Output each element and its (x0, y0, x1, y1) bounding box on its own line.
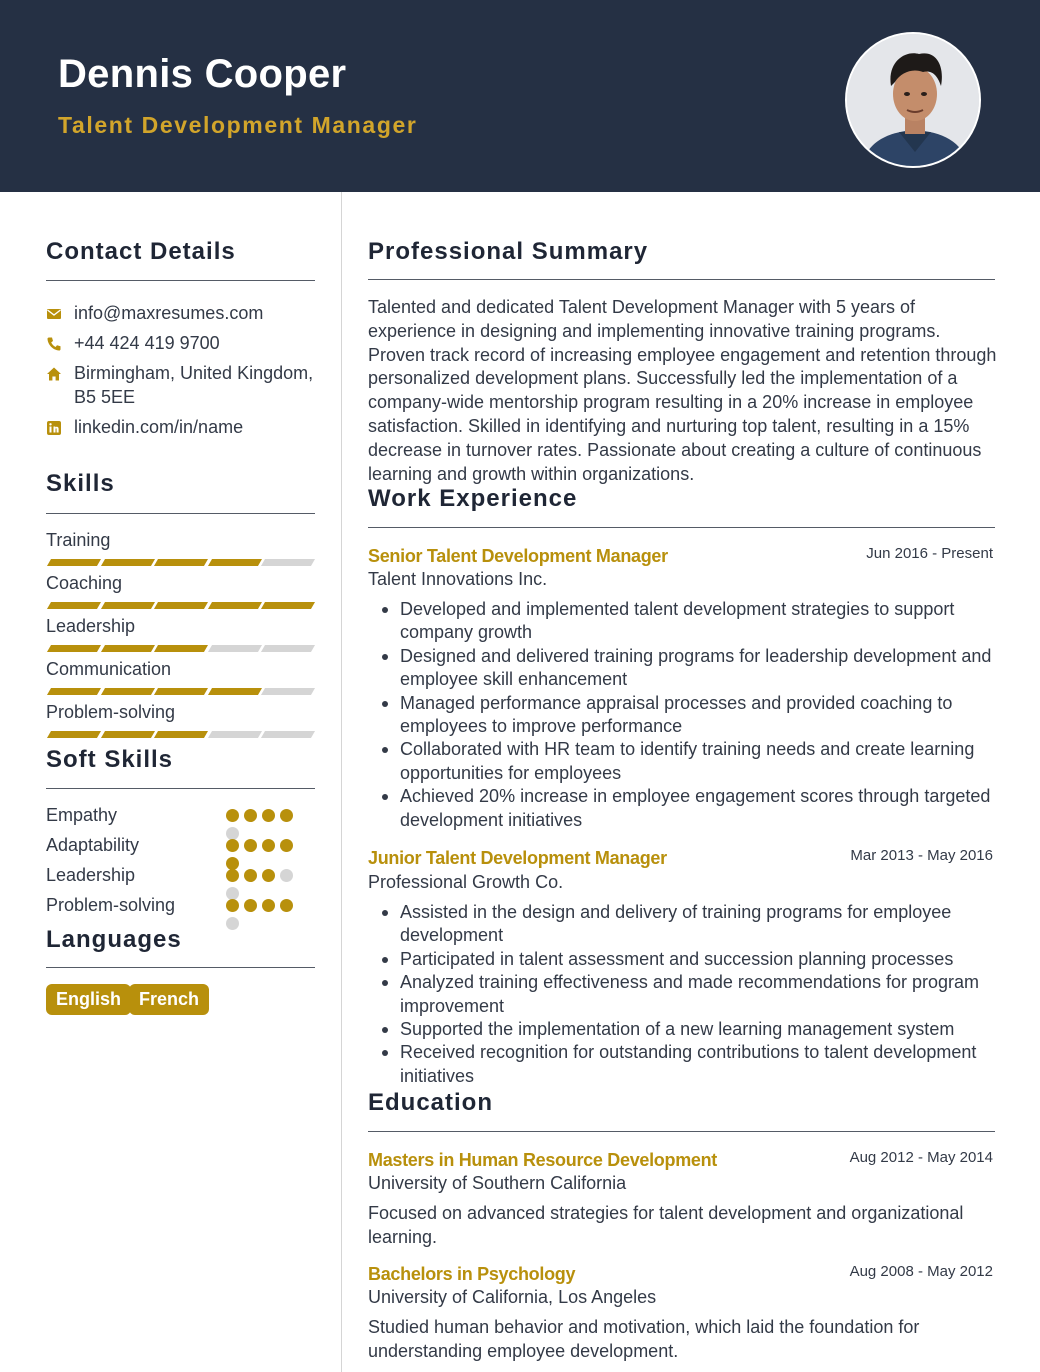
soft-skill-dot (226, 869, 239, 882)
skill-name: Leadership (46, 616, 136, 636)
soft-skills-rule (46, 788, 315, 789)
skill-name: Communication (46, 659, 172, 679)
language-badge: English (46, 984, 131, 1015)
skill-level-segment (100, 688, 154, 695)
soft-skill-dot (244, 809, 257, 822)
skill-level-segment (261, 731, 315, 738)
job-bullet: Managed performance appraisal processes and provided coaching to employees to improve performance (368, 692, 998, 739)
address-line-2: B5 5EE (74, 387, 136, 407)
school-name: University of California, Los Angeles (368, 1287, 657, 1307)
education-rule (368, 1131, 995, 1132)
degree-title: Masters in Human Resource Development (368, 1150, 718, 1170)
job-bullets (368, 901, 998, 1088)
soft-skill-dot (262, 869, 275, 882)
skill-level-segment (154, 645, 208, 652)
education-dates: Aug 2008 - May 2012 (849, 1263, 993, 1280)
phone-text: +44 424 419 9700 (74, 333, 220, 353)
soft-skill-dot (244, 899, 257, 912)
language-badge: French (129, 984, 209, 1015)
soft-skill-dot (226, 839, 239, 852)
education-description: Studied human behavior and motivation, which laid the foundation for understanding employee development. (368, 1317, 920, 1361)
job-bullet: Achieved 20% increase in employee engagement scores through targeted development initiatives (368, 785, 998, 832)
column-divider (341, 192, 342, 1372)
resume-header (0, 0, 1040, 192)
skill-level-segment (154, 731, 208, 738)
job-bullet: Analyzed training effectiveness and made recommendations for program improvement (368, 971, 998, 1018)
experience-rule (368, 527, 995, 528)
contact-heading: Contact Details (46, 238, 236, 265)
skill-level-bar (46, 559, 314, 566)
skill-level-segment (261, 688, 315, 695)
skill-name: Training (46, 530, 111, 550)
envelope-icon (46, 306, 62, 322)
soft-skill-name: Problem-solving (46, 895, 176, 915)
skill-level-segment (100, 645, 154, 652)
skill-level-segment (100, 559, 154, 566)
soft-skill-dot (262, 899, 275, 912)
soft-skill-dot (226, 917, 239, 930)
skill-level-segment (207, 731, 261, 738)
job-dates: Jun 2016 - Present (866, 545, 993, 562)
summary-text: Talented and dedicated Talent Development Manager with 5 years of experience in designing and implementing innovative training programs. Proven track record of increasing employee engagement and retention through personalized development plans. Successfully led the implementation of a company-wide mentorship program resulting in a 20% increase in employee satisfaction. Skilled in identifying and nurturing top talent, resulting in a 15% decrease in turnover rates. Passionate about creating a culture of continuous learning and growth within organizations. (368, 297, 997, 484)
profile-photo (845, 32, 981, 168)
contact-linkedin[interactable] (46, 418, 243, 439)
skill-name: Coaching (46, 573, 123, 593)
soft-skill-dot (262, 809, 275, 822)
address-line-1: Birmingham, United Kingdom, (74, 363, 314, 383)
job-company: Talent Innovations Inc. (368, 569, 548, 589)
skill-level-segment (154, 602, 208, 609)
phone-icon (46, 336, 62, 352)
portrait-illustration (847, 34, 981, 168)
contact-email[interactable] (46, 304, 263, 325)
soft-skill-dot (226, 899, 239, 912)
job-bullet: Collaborated with HR team to identify training needs and create learning opportunities for employees (368, 738, 998, 785)
job-bullets (368, 598, 998, 832)
soft-skill-dot (280, 839, 293, 852)
job-title: Senior Talent Development Manager (368, 546, 668, 566)
candidate-name: Dennis Cooper (58, 52, 347, 96)
skill-level-segment (261, 559, 315, 566)
skill-level-segment (100, 731, 154, 738)
soft-skill-name: Leadership (46, 865, 136, 885)
skill-level-segment (47, 688, 101, 695)
skill-level-segment (47, 602, 101, 609)
skill-name: Problem-solving (46, 702, 176, 722)
skill-level-bar (46, 731, 314, 738)
linkedin-icon (46, 420, 62, 436)
skill-level-segment (207, 602, 261, 609)
education-heading: Education (368, 1089, 494, 1116)
job-bullet: Assisted in the design and delivery of training programs for employee development (368, 901, 998, 948)
skills-heading: Skills (46, 470, 115, 497)
skill-level-bar (46, 602, 314, 609)
skill-level-segment (261, 602, 315, 609)
summary-rule (368, 279, 995, 280)
address-text (74, 361, 313, 409)
skill-level-segment (154, 688, 208, 695)
contact-rule (46, 280, 315, 281)
soft-skill-dot (244, 839, 257, 852)
job-bullet: Designed and delivered training programs for leadership development and employee skill enhancement (368, 645, 998, 692)
education-description: Focused on advanced strategies for talent development and organizational learning. (368, 1203, 964, 1247)
skill-level-segment (207, 688, 261, 695)
soft-skill-dot (280, 809, 293, 822)
job-title: Junior Talent Development Manager (368, 848, 667, 868)
summary-heading: Professional Summary (368, 238, 649, 265)
soft-skill-dot (280, 899, 293, 912)
contact-phone[interactable] (46, 334, 220, 355)
skill-level-segment (47, 559, 101, 566)
languages-rule (46, 967, 315, 968)
soft-skills-heading: Soft Skills (46, 746, 174, 773)
skill-level-segment (207, 559, 261, 566)
education-dates: Aug 2012 - May 2014 (849, 1149, 993, 1166)
soft-skill-dot (262, 839, 275, 852)
home-icon (46, 366, 62, 382)
skill-level-segment (100, 602, 154, 609)
contact-address (46, 364, 313, 409)
soft-skill-dot (280, 869, 293, 882)
soft-skill-dot (244, 869, 257, 882)
job-bullet: Participated in talent assessment and succession planning processes (368, 948, 998, 971)
job-dates: Mar 2013 - May 2016 (850, 847, 993, 864)
job-company: Professional Growth Co. (368, 872, 564, 892)
skill-level-segment (207, 645, 261, 652)
candidate-title: Talent Development Manager (58, 112, 418, 138)
soft-skill-name: Adaptability (46, 835, 140, 855)
experience-heading: Work Experience (368, 485, 578, 512)
soft-skill-name: Empathy (46, 805, 118, 825)
skill-level-bar (46, 688, 314, 695)
job-bullet: Developed and implemented talent development strategies to support company growth (368, 598, 998, 645)
skill-level-bar (46, 645, 314, 652)
school-name: University of Southern California (368, 1173, 627, 1193)
skill-level-segment (154, 559, 208, 566)
skill-level-segment (47, 645, 101, 652)
job-bullet: Received recognition for outstanding contributions to talent development initiatives (368, 1041, 998, 1088)
linkedin-text: linkedin.com/in/name (74, 417, 244, 437)
skill-level-segment (261, 645, 315, 652)
degree-title: Bachelors in Psychology (368, 1264, 576, 1284)
skills-rule (46, 513, 315, 514)
skill-level-segment (47, 731, 101, 738)
job-bullet: Supported the implementation of a new learning management system (368, 1018, 998, 1041)
languages-heading: Languages (46, 926, 182, 953)
soft-skill-dot (226, 809, 239, 822)
email-text: info@maxresumes.com (74, 303, 264, 323)
